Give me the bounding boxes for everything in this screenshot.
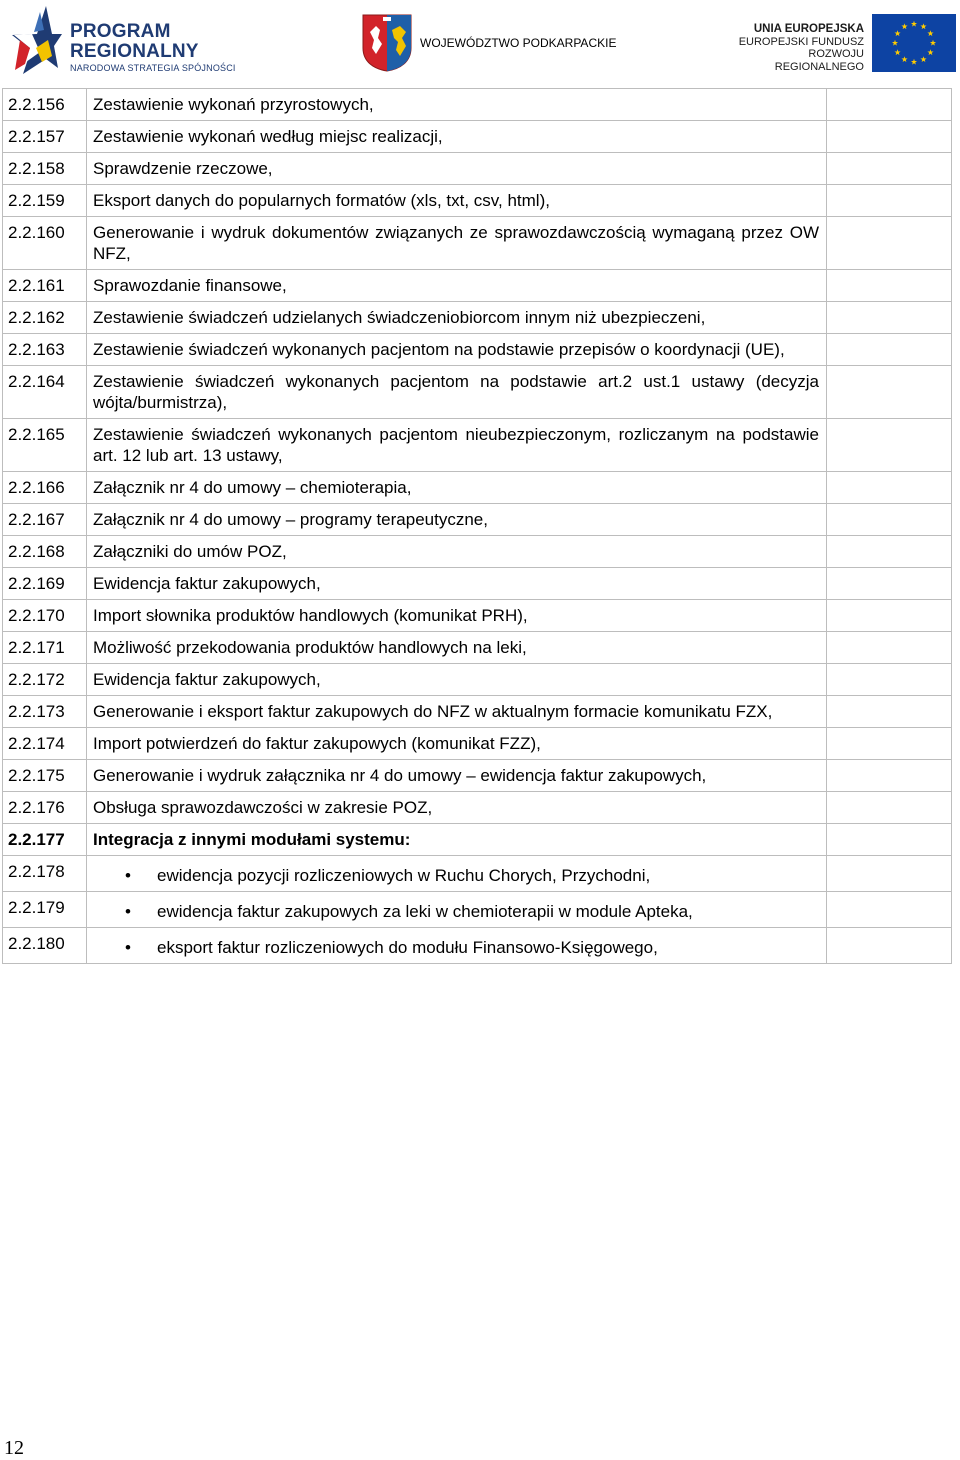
requirement-text: Integracja z innymi modułami systemu: xyxy=(87,824,827,856)
requirement-empty-cell xyxy=(827,153,952,185)
requirement-text: Generowanie i eksport faktur zakupowych do NFZ w aktualnym formacie komunikatu FZX, xyxy=(87,696,827,728)
requirement-number: 2.2.174 xyxy=(3,728,87,760)
requirement-empty-cell xyxy=(827,856,952,892)
table-row xyxy=(3,568,952,600)
bullet-icon: • xyxy=(125,902,131,921)
table-row xyxy=(3,217,952,270)
table-row xyxy=(3,632,952,664)
table-row xyxy=(3,419,952,472)
requirement-bullet-cell xyxy=(87,892,827,928)
requirement-empty-cell xyxy=(827,824,952,856)
wojewodztwo-label: WOJEWÓDZTWO PODKARPACKIE xyxy=(420,36,617,50)
page-header xyxy=(0,0,960,80)
bullet-list-item xyxy=(93,865,819,886)
table-row xyxy=(3,121,952,153)
requirement-number: 2.2.176 xyxy=(3,792,87,824)
table-row xyxy=(3,185,952,217)
requirement-empty-cell xyxy=(827,334,952,366)
requirement-bullet-cell xyxy=(87,928,827,964)
table-row xyxy=(3,728,952,760)
requirement-empty-cell xyxy=(827,89,952,121)
eu-logo-line1: UNIA EUROPEJSKA xyxy=(753,23,864,35)
requirement-text: Ewidencja faktur zakupowych, xyxy=(87,568,827,600)
requirement-text: Import słownika produktów handlowych (komunikat PRH), xyxy=(87,600,827,632)
page-number: 12 xyxy=(4,1437,24,1459)
requirement-text: ewidencja faktur zakupowych za leki w chemioterapii w module Apteka, xyxy=(157,902,693,921)
program-logo-line2: REGIONALNY xyxy=(70,41,199,62)
table-row xyxy=(3,334,952,366)
table-row xyxy=(3,792,952,824)
requirement-empty-cell xyxy=(827,728,952,760)
requirement-empty-cell xyxy=(827,419,952,472)
requirement-number: 2.2.163 xyxy=(3,334,87,366)
requirement-empty-cell xyxy=(827,121,952,153)
table-row xyxy=(3,472,952,504)
bullet-icon: • xyxy=(125,866,131,885)
requirement-text: Załącznik nr 4 do umowy – programy terapeutyczne, xyxy=(87,504,827,536)
requirement-number: 2.2.159 xyxy=(3,185,87,217)
requirement-number: 2.2.178 xyxy=(3,856,87,892)
requirement-number: 2.2.160 xyxy=(3,217,87,270)
requirement-number: 2.2.158 xyxy=(3,153,87,185)
requirement-number: 2.2.157 xyxy=(3,121,87,153)
requirement-number: 2.2.180 xyxy=(3,928,87,964)
requirement-text: Zestawienie wykonań przyrostowych, xyxy=(87,89,827,121)
eu-logo-line3: ROZWOJU REGIONALNEGO xyxy=(774,48,864,73)
requirement-number: 2.2.173 xyxy=(3,696,87,728)
requirement-number: 2.2.171 xyxy=(3,632,87,664)
program-regionalny-logo xyxy=(6,4,246,74)
requirement-empty-cell xyxy=(827,928,952,964)
requirement-number: 2.2.166 xyxy=(3,472,87,504)
table-row xyxy=(3,536,952,568)
requirement-text: Import potwierdzeń do faktur zakupowych (komunikat FZZ), xyxy=(87,728,827,760)
requirement-text: Zestawienie wykonań według miejsc realizacji, xyxy=(87,121,827,153)
requirement-text: Obsługa sprawozdawczości w zakresie POZ, xyxy=(87,792,827,824)
requirement-number: 2.2.170 xyxy=(3,600,87,632)
requirement-text: Zestawienie świadczeń udzielanych świadczeniobiorcom innym niż ubezpieczeni, xyxy=(87,302,827,334)
requirement-text: Możliwość przekodowania produktów handlowych na leki, xyxy=(87,632,827,664)
table-row xyxy=(3,302,952,334)
requirement-number: 2.2.177 xyxy=(3,824,87,856)
requirement-empty-cell xyxy=(827,892,952,928)
unia-europejska-logo xyxy=(718,14,958,72)
requirement-number: 2.2.156 xyxy=(3,89,87,121)
requirement-text: Załączniki do umów POZ, xyxy=(87,536,827,568)
requirement-number: 2.2.162 xyxy=(3,302,87,334)
requirement-number: 2.2.179 xyxy=(3,892,87,928)
requirement-text: Sprawozdanie finansowe, xyxy=(87,270,827,302)
bullet-icon: • xyxy=(125,938,131,957)
table-row xyxy=(3,696,952,728)
requirement-bullet-cell xyxy=(87,856,827,892)
requirement-text: Zestawienie świadczeń wykonanych pacjentom nieubezpieczonym, rozliczanym na podstawie art. 12 lub art. 13 ustawy, xyxy=(87,419,827,472)
requirement-empty-cell xyxy=(827,217,952,270)
requirement-empty-cell xyxy=(827,185,952,217)
table-row xyxy=(3,824,952,856)
requirement-empty-cell xyxy=(827,792,952,824)
requirement-text: Generowanie i wydruk dokumentów związanych ze sprawozdawczością wymaganą przez OW NFZ, xyxy=(87,217,827,270)
requirement-number: 2.2.165 xyxy=(3,419,87,472)
requirement-number: 2.2.164 xyxy=(3,366,87,419)
requirement-text: Zestawienie świadczeń wykonanych pacjentom na podstawie przepisów o koordynacji (UE), xyxy=(87,334,827,366)
requirement-empty-cell xyxy=(827,270,952,302)
table-row xyxy=(3,366,952,419)
bullet-list-item xyxy=(93,937,819,958)
bullet-list-item xyxy=(93,901,819,922)
requirements-table xyxy=(2,88,952,964)
requirement-empty-cell xyxy=(827,366,952,419)
requirement-text: eksport faktur rozliczeniowych do modułu Finansowo-Księgowego, xyxy=(157,938,658,957)
wojewodztwo-logo xyxy=(362,14,622,72)
requirement-empty-cell xyxy=(827,472,952,504)
requirement-text: Ewidencja faktur zakupowych, xyxy=(87,664,827,696)
program-logo-line3: NARODOWA STRATEGIA SPÓJNOŚCI xyxy=(70,63,236,73)
table-row xyxy=(3,760,952,792)
requirement-text: Sprawdzenie rzeczowe, xyxy=(87,153,827,185)
requirement-empty-cell xyxy=(827,504,952,536)
requirement-number: 2.2.169 xyxy=(3,568,87,600)
requirement-number: 2.2.161 xyxy=(3,270,87,302)
table-row xyxy=(3,89,952,121)
table-row xyxy=(3,928,952,964)
requirement-text: ewidencja pozycji rozliczeniowych w Ruchu Chorych, Przychodni, xyxy=(157,866,651,885)
requirement-empty-cell xyxy=(827,696,952,728)
requirement-number: 2.2.168 xyxy=(3,536,87,568)
requirement-empty-cell xyxy=(827,600,952,632)
requirement-empty-cell xyxy=(827,632,952,664)
requirement-empty-cell xyxy=(827,568,952,600)
table-row xyxy=(3,504,952,536)
requirement-text: Generowanie i wydruk załącznika nr 4 do umowy – ewidencja faktur zakupowych, xyxy=(87,760,827,792)
table-row xyxy=(3,153,952,185)
requirement-text: Eksport danych do popularnych formatów (xls, txt, csv, html), xyxy=(87,185,827,217)
coat-of-arms-icon xyxy=(362,14,412,72)
requirement-text: Załącznik nr 4 do umowy – chemioterapia, xyxy=(87,472,827,504)
requirement-number: 2.2.172 xyxy=(3,664,87,696)
table-row xyxy=(3,664,952,696)
star-emblem-icon xyxy=(6,4,64,74)
eu-logo-line2: EUROPEJSKI FUNDUSZ xyxy=(738,35,864,48)
requirement-empty-cell xyxy=(827,536,952,568)
requirement-number: 2.2.175 xyxy=(3,760,87,792)
requirement-empty-cell xyxy=(827,302,952,334)
table-row xyxy=(3,270,952,302)
table-row xyxy=(3,600,952,632)
requirement-text: Zestawienie świadczeń wykonanych pacjentom na podstawie art.2 ust.1 ustawy (decyzja wójta/burmistrza), xyxy=(87,366,827,419)
requirement-empty-cell xyxy=(827,760,952,792)
table-row xyxy=(3,856,952,892)
requirement-number: 2.2.167 xyxy=(3,504,87,536)
requirement-empty-cell xyxy=(827,664,952,696)
table-row xyxy=(3,892,952,928)
eu-flag-icon xyxy=(872,14,956,72)
program-logo-line1: PROGRAM xyxy=(70,21,171,42)
